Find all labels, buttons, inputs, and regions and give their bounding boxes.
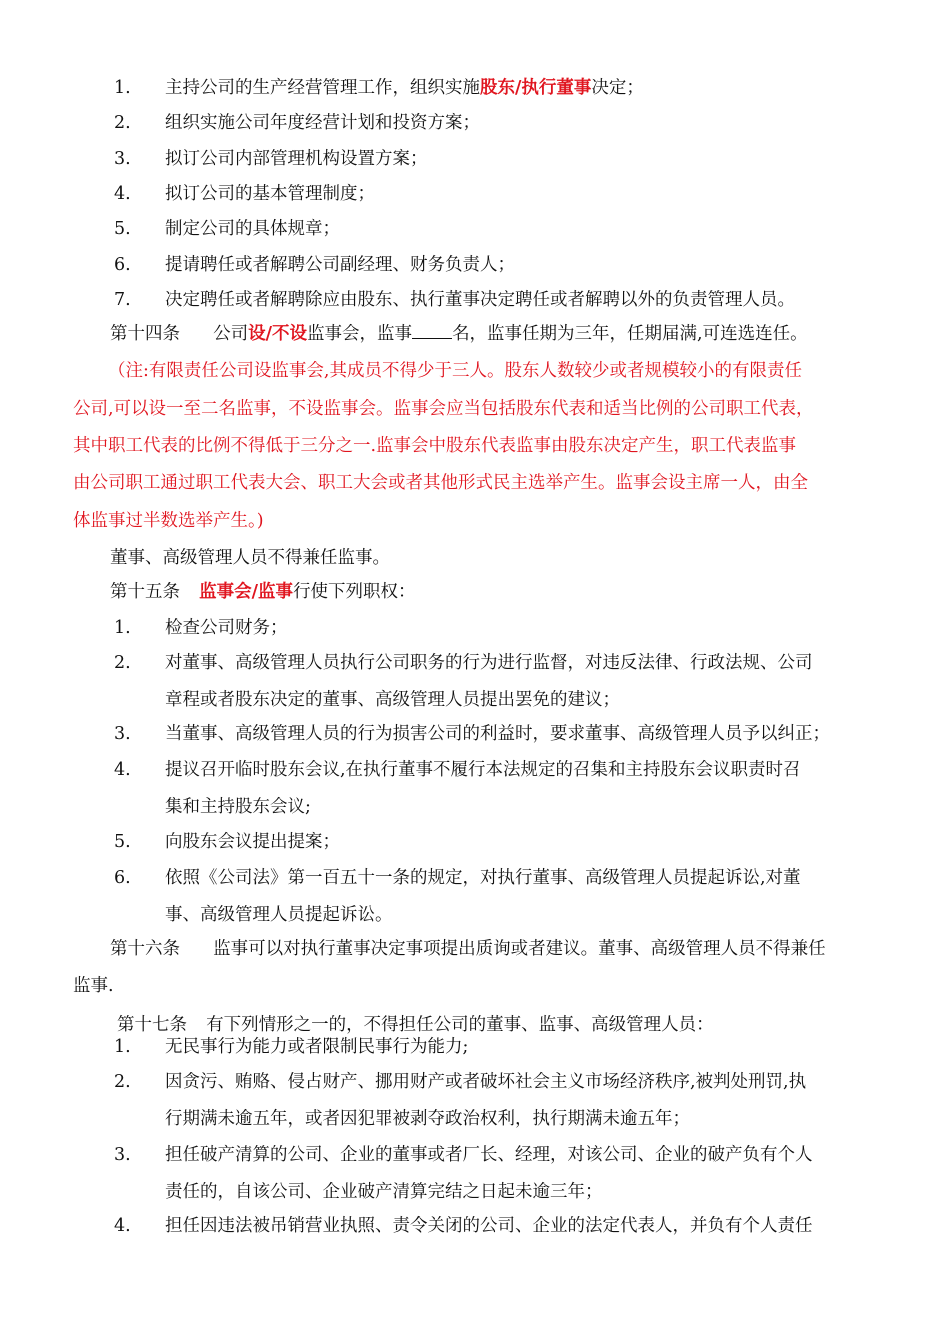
article-label: 第十四条 — [110, 324, 180, 344]
list-number: 2. — [114, 113, 131, 133]
article-16: 第十六条 监事可以对执行董事决定事项提出质询或者建议。董事、高级管理人员不得兼任 — [110, 939, 826, 959]
article-17: 第十七条 有下列情形之一的，不得担任公司的董事、监事、高级管理人员： — [117, 1015, 714, 1035]
list-item: 主持公司的生产经营管理工作，组织实施股东/执行董事决定； — [165, 78, 644, 98]
list-item: 拟订公司的基本管理制度； — [165, 184, 375, 204]
list-item: 因贪污、贿赂、侵占财产、挪用财产或者破坏社会主义市场经济秩序,被判处刑罚,执 — [165, 1072, 807, 1092]
list-number: 1. — [114, 78, 131, 98]
list-item: 对董事、高级管理人员执行公司职务的行为进行监督，对违反法律、行政法规、公司 — [165, 653, 813, 673]
article-15: 第十五条 监事会/监事行使下列职权： — [110, 582, 416, 602]
article-16-cont: 监事. — [73, 976, 114, 996]
list-item-cont: 事、高级管理人员提起诉讼。 — [165, 905, 393, 925]
list-number: 1. — [114, 1037, 131, 1057]
list-number: 1. — [114, 618, 131, 638]
list-item-cont: 集和主持股东会议; — [165, 797, 311, 817]
list-item: 决定聘任或者解聘除应由股东、执行董事决定聘任或者解聘以外的负责管理人员。 — [165, 290, 795, 310]
list-number: 4. — [114, 1216, 131, 1236]
list-number: 4. — [114, 184, 131, 204]
list-item: 提请聘任或者解聘公司副经理、财务负责人； — [165, 255, 515, 275]
note-line: （注:有限责任公司设监事会,其成员不得少于三人。股东人数较少或者规模较小的有限责任 — [108, 361, 802, 381]
article-label: 第十五条 — [110, 582, 180, 602]
list-number: 2. — [114, 653, 131, 673]
list-number: 3. — [114, 724, 131, 744]
list-item-cont: 章程或者股东决定的董事、高级管理人员提出罢免的建议； — [165, 690, 620, 710]
list-item: 当董事、高级管理人员的行为损害公司的利益时，要求董事、高级管理人员予以纠正； — [165, 724, 830, 744]
list-number: 6. — [114, 255, 131, 275]
list-item: 担任破产清算的公司、企业的董事或者厂长、经理，对该公司、企业的破产负有个人 — [165, 1145, 813, 1165]
list-item: 拟订公司内部管理机构设置方案； — [165, 149, 428, 169]
list-item: 提议召开临时股东会议,在执行董事不履行本法规定的召集和主持股东会议职责时召 — [165, 760, 801, 780]
paragraph: 董事、高级管理人员不得兼任监事。 — [110, 548, 390, 568]
list-item: 无民事行为能力或者限制民事行为能力; — [165, 1037, 469, 1057]
highlight-text: 设/不设 — [248, 324, 308, 344]
note-line: 公司,可以设一至二名监事，不设监事会。监事会应当包括股东代表和适当比例的公司职工代表， — [73, 399, 814, 419]
article-label: 第十六条 — [110, 939, 180, 959]
list-item: 向股东会议提出提案； — [165, 832, 340, 852]
list-item: 担任因违法被吊销营业执照、责令关闭的公司、企业的法定代表人，并负有个人责任 — [165, 1216, 813, 1236]
list-number: 2. — [114, 1072, 131, 1092]
highlight-text: 股东/执行董事 — [480, 78, 592, 98]
list-item: 制定公司的具体规章； — [165, 219, 340, 239]
highlight-text: 监事会/监事 — [199, 582, 294, 602]
list-item: 检查公司财务； — [165, 618, 288, 638]
list-number: 5. — [114, 219, 131, 239]
list-number: 3. — [114, 1145, 131, 1165]
list-item: 依照《公司法》第一百五十一条的规定，对执行董事、高级管理人员提起诉讼,对董 — [165, 868, 801, 888]
list-number: 5. — [114, 832, 131, 852]
article-label: 第十七条 — [117, 1015, 187, 1035]
list-item: 组织实施公司年度经营计划和投资方案； — [165, 113, 480, 133]
list-number: 3. — [114, 149, 131, 169]
note-line: 体监事过半数选举产生。) — [73, 511, 264, 531]
list-item-cont: 责任的，自该公司、企业破产清算完结之日起未逾三年； — [165, 1182, 603, 1202]
list-number: 7. — [114, 290, 131, 310]
list-number: 4. — [114, 760, 131, 780]
note-line: 由公司职工通过职工代表大会、职工大会或者其他形式民主选举产生。监事会设主席一人，由全 — [73, 473, 808, 493]
note-line: 其中职工代表的比例不得低于三分之一.监事会中股东代表监事由股东决定产生，职工代表监事 — [73, 436, 797, 456]
list-number: 6. — [114, 868, 131, 888]
list-item-cont: 行期满未逾五年，或者因犯罪被剥夺政治权利，执行期满未逾五年； — [165, 1109, 690, 1129]
article-14: 第十四条 公司设/不设监事会，监事 名，监事任期为三年，任期届满,可连选连任。 — [110, 324, 808, 344]
fill-in-blank — [412, 324, 452, 339]
